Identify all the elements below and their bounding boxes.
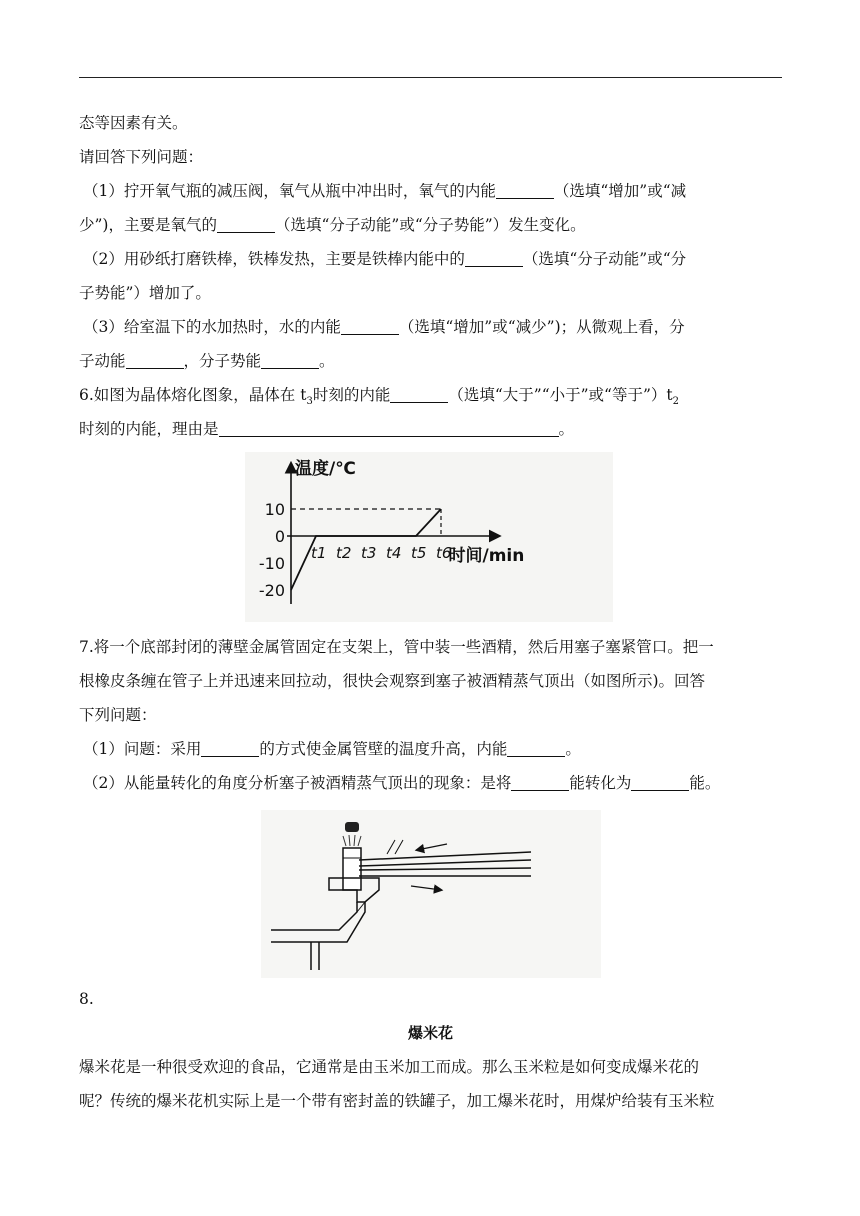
y-tick-label: -20: [258, 581, 285, 600]
melting-chart: [245, 452, 613, 622]
answer-blank[interactable]: [201, 740, 259, 757]
question-6-line-b: 时刻的内能，理由是 。: [79, 420, 575, 438]
question-8-number: 8.: [79, 990, 94, 1008]
question-5-1-line-b: 少”)，主要是氧气的 （选填“分子动能”或“分子势能”）发生变化。: [79, 216, 586, 234]
metal-tube-icon: [343, 848, 361, 890]
text-line: 呢？传统的爆米花机实际上是一个带有密封盖的铁罐子，加工爆米花时，用煤炉给装有玉米粒: [79, 1092, 715, 1110]
question-5-3-line-b: 子动能 ，分子势能 。: [79, 352, 335, 370]
arrow-left-icon: [417, 844, 447, 850]
x-tick-label: t4: [386, 544, 402, 562]
cork-icon: [345, 822, 359, 832]
answer-blank[interactable]: [511, 774, 569, 791]
answer-blank[interactable]: [631, 774, 689, 791]
question-7-2-line: （2）从能量转化的角度分析塞子被酒精蒸气顶出的现象：是将 能转化为 能。: [83, 774, 721, 792]
x-axis-label: 时间/min: [448, 546, 525, 566]
answer-blank[interactable]: [261, 352, 319, 369]
answer-blank[interactable]: [507, 740, 565, 757]
text-line: 根橡皮条缠在管子上并迅速来回拉动，很快会观察到塞子被酒精蒸气顶出（如图所示)。回答: [79, 672, 706, 690]
answer-blank[interactable]: [496, 182, 554, 199]
text-line: 7.将一个底部封闭的薄壁金属管固定在支架上，管中装一些酒精，然后用塞子塞紧管口。把一: [79, 638, 714, 656]
answer-blank[interactable]: [390, 386, 448, 403]
y-tick-label: 0: [274, 527, 285, 546]
passage-title: 爆米花: [407, 1024, 453, 1042]
text-line: 态等因素有关。: [79, 114, 188, 132]
question-5-2-line-a: （2）用砂纸打磨铁棒，铁棒发热，主要是铁棒内能中的 （选填“分子动能”或“分: [83, 250, 687, 268]
apparatus-drawing: [261, 810, 601, 978]
answer-blank[interactable]: [465, 250, 523, 267]
question-5-3-line-a: （3）给室温下的水加热时，水的内能 （选填“增加”或“减少”)；从微观上看，分: [83, 318, 685, 336]
x-tick-label: t6: [436, 544, 452, 562]
x-tick-label: t3: [361, 544, 377, 562]
answer-blank[interactable]: [341, 318, 399, 335]
text-line: 请回答下列问题：: [79, 148, 204, 166]
answer-blank[interactable]: [219, 420, 559, 437]
metal-tube-apparatus-figure: [261, 810, 601, 978]
question-6-line-a: 6.如图为晶体熔化图象，晶体在 $t_3$时刻的内能 （选填“大于”“小于”或“等于$”)t_2$: [79, 386, 679, 408]
y-tick-label: 10: [264, 500, 285, 519]
question-5-1-line-a: （1）拧开氧气瓶的减压阀，氧气从瓶中冲出时，氧气的内能 （选填“增加”或“减: [83, 182, 687, 200]
x-tick-label: t2: [336, 544, 352, 562]
answer-blank[interactable]: [126, 352, 184, 369]
document-body: [79, 106, 782, 1118]
x-tick-label: t1: [311, 544, 327, 562]
y-axis-label: 温度/℃: [295, 459, 356, 479]
answer-blank[interactable]: [217, 216, 275, 233]
vapor-icon: [343, 835, 361, 846]
header-rule: [79, 77, 782, 78]
x-tick-label: t5: [411, 544, 427, 562]
melting-chart-figure: [245, 452, 613, 622]
text-line: 爆米花是一种很受欢迎的食品，它通常是由玉米加工而成。那么玉米粒是如何变成爆米花的: [79, 1058, 700, 1076]
y-tick-label: -10: [258, 554, 285, 573]
text-line: 下列问题：: [79, 706, 157, 724]
arrow-right-icon: [411, 886, 441, 890]
text-line: 子势能”）增加了。: [79, 284, 211, 302]
question-7-1-line: （1）问题：采用 的方式使金属管壁的温度升高，内能 。: [83, 740, 581, 758]
